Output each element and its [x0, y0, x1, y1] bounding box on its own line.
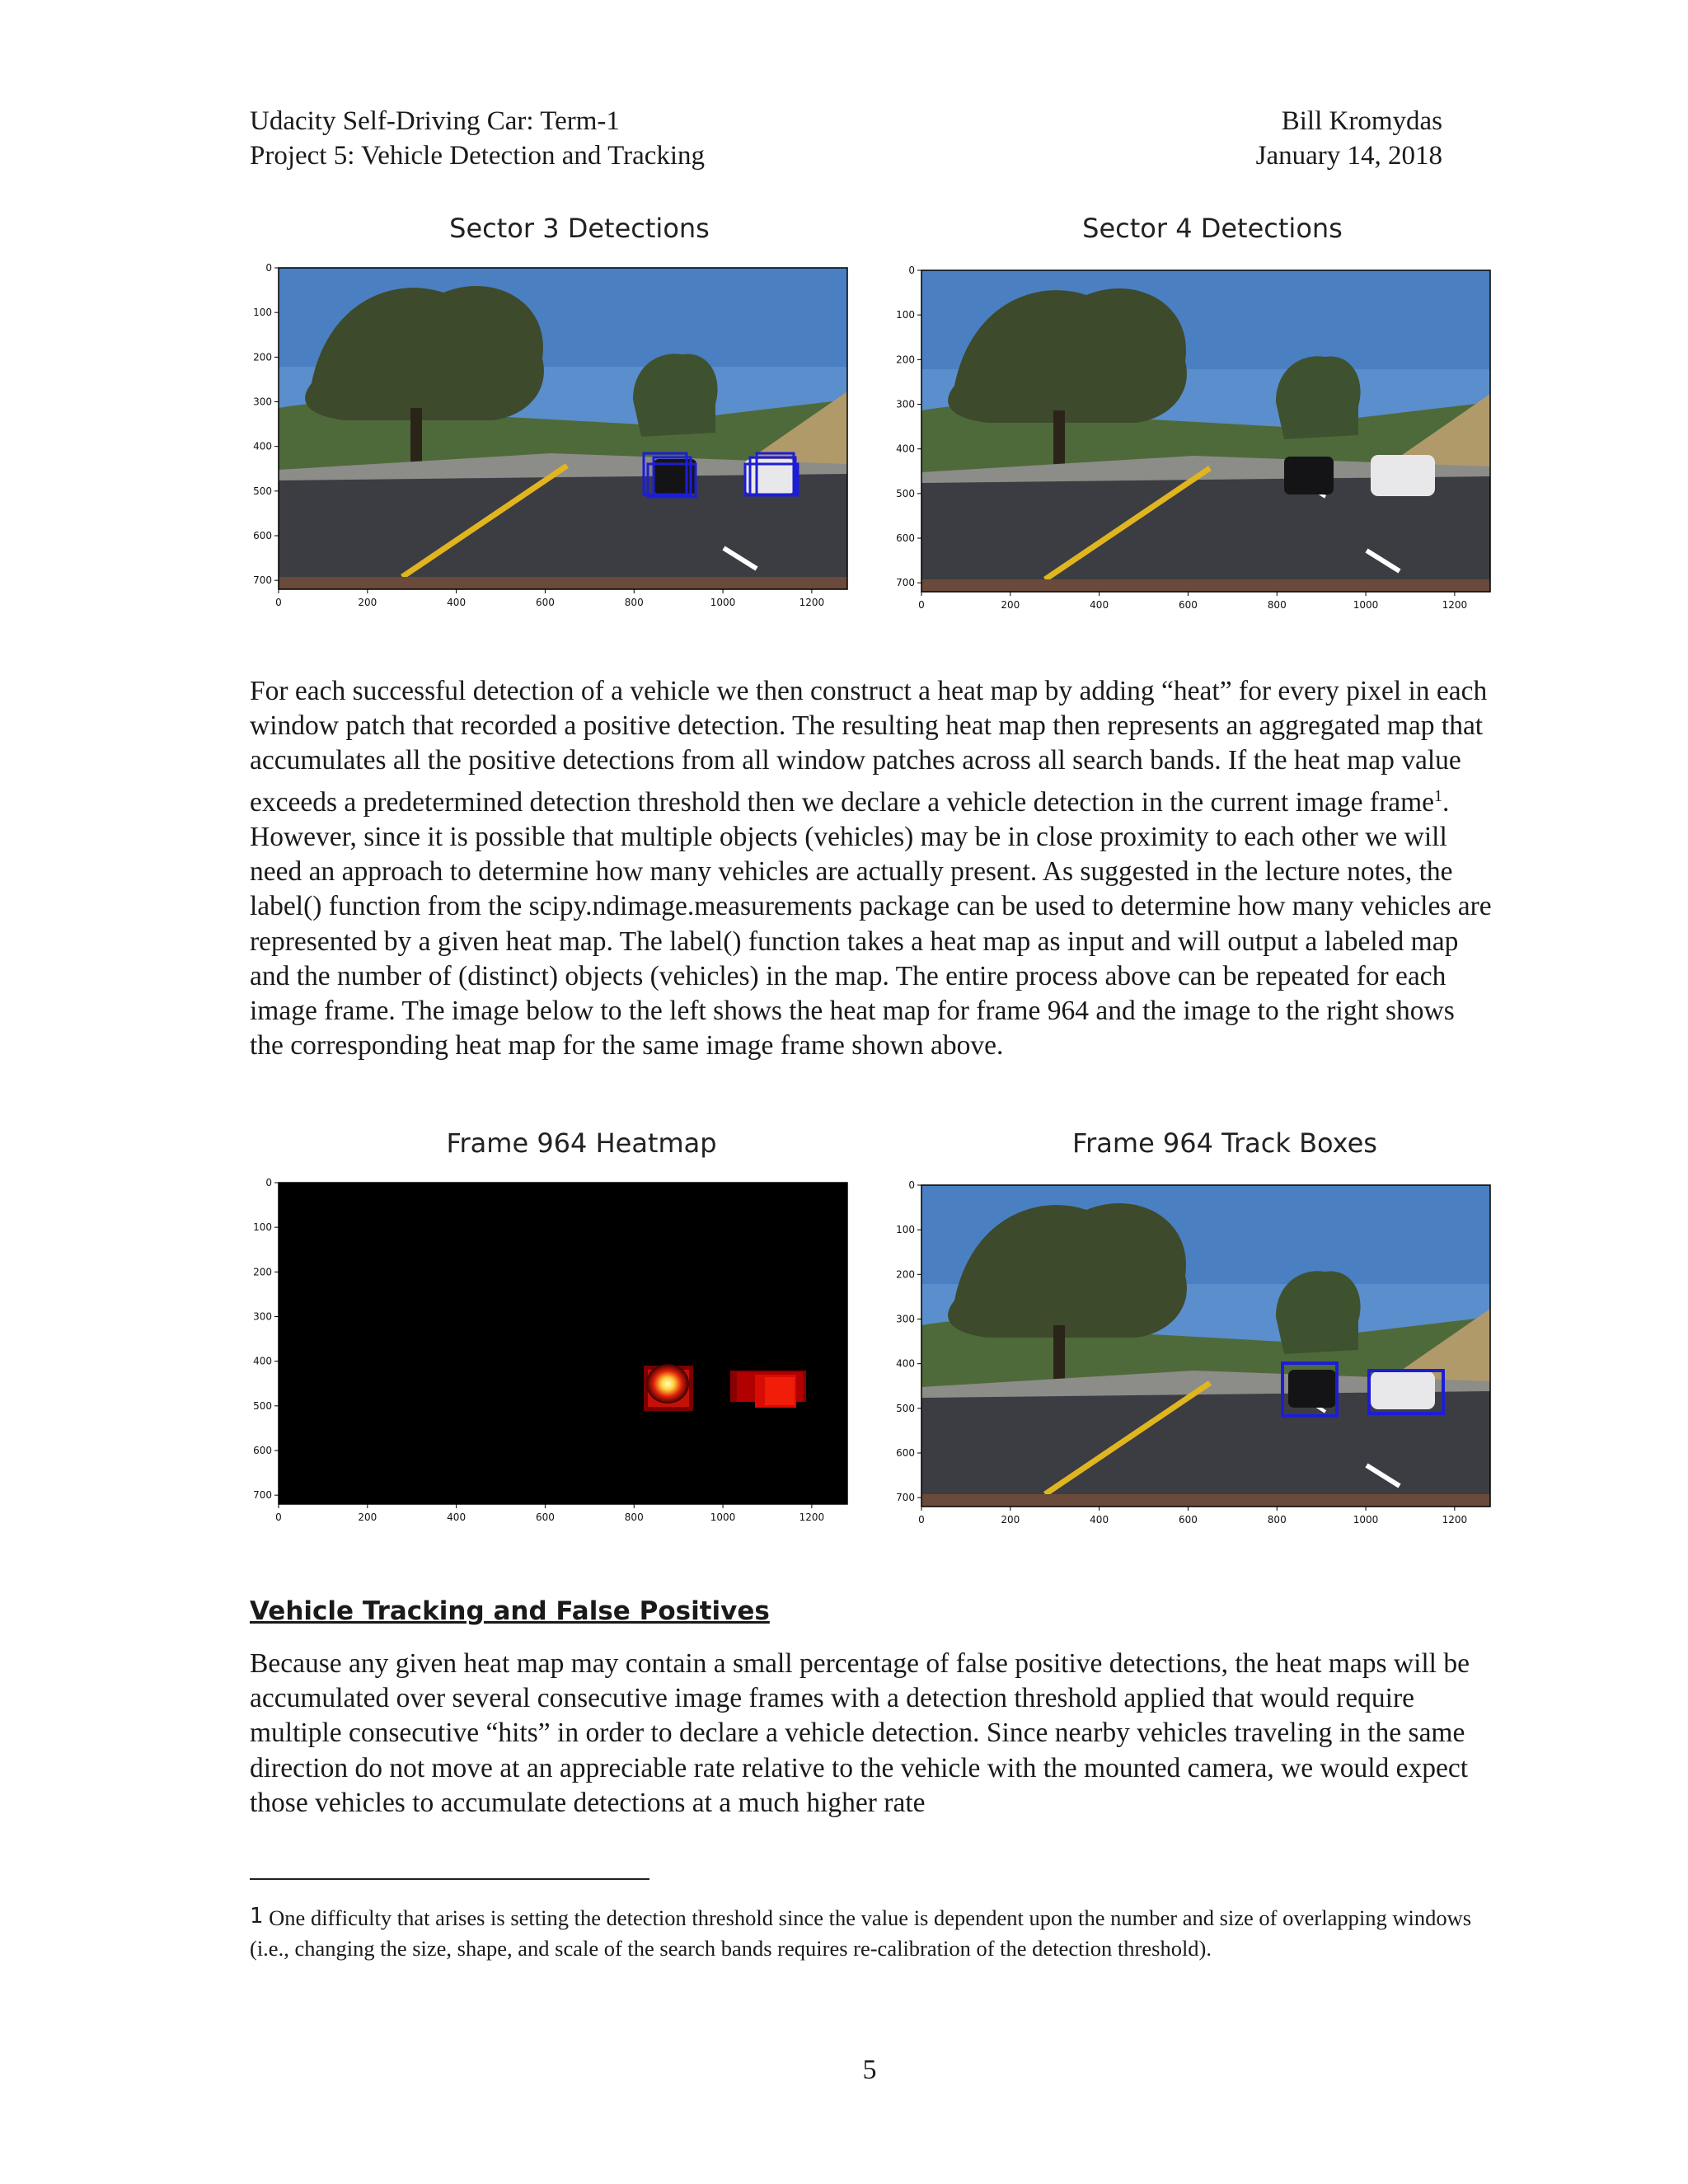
figure-title-sector4: Sector 4 Detections [1082, 213, 1343, 244]
body-paragraph-2 [250, 1647, 1493, 1821]
y-tick-label: 400 [896, 443, 915, 455]
para2-text: Because any given heat map may contain a small percentage of false positive detections, the heat maps will be accumulated over several consecutive image frames with a detection threshold applied that would require multiple consecutive “hits” in order to declare a vehicle detection. Since nearby vehicles traveling in the same direction do not move at an appreciable rate relative to the vehicle with the mounted camera, we would expect those vehicles to accumulate detections at a much higher rate [250, 1648, 1470, 1818]
x-tick-label: 600 [535, 1511, 555, 1523]
figure-sector3-detections [237, 260, 864, 610]
y-tick-label: 500 [253, 1399, 272, 1412]
y-tick-label: 500 [896, 1402, 915, 1414]
header-project: Project 5: Vehicle Detection and Tracking [250, 141, 706, 171]
y-tick-label: 400 [253, 1355, 272, 1367]
body-paragraph-1 [250, 674, 1493, 1063]
x-tick-label: 200 [1001, 599, 1020, 611]
y-tick-label: 600 [896, 532, 915, 544]
x-tick-label: 1000 [710, 597, 736, 608]
figure-title-track-boxes: Frame 964 Track Boxes [1072, 1127, 1377, 1159]
y-tick-label: 700 [896, 577, 915, 589]
y-tick-label: 100 [896, 1224, 915, 1236]
x-tick-label: 400 [447, 1511, 467, 1523]
y-tick-label: 700 [253, 1489, 272, 1502]
footnote-marker: 1 [250, 1904, 264, 1929]
y-tick-label: 600 [253, 530, 272, 541]
figure-sector4-detections [880, 262, 1507, 612]
page-number: 5 [862, 2055, 877, 2085]
y-tick-label: 0 [908, 1179, 915, 1191]
road-scene-image [279, 268, 847, 589]
y-tick-label: 200 [896, 354, 915, 366]
header-course: Udacity Self-Driving Car: Term-1 [250, 106, 620, 136]
x-tick-label: 600 [535, 597, 555, 608]
figure-title-sector3: Sector 3 Detections [449, 213, 710, 244]
heat-blob-left [644, 1364, 693, 1411]
x-tick-label: 1200 [799, 1511, 825, 1523]
x-tick-label: 800 [624, 1511, 644, 1523]
y-tick-label: 300 [896, 398, 915, 410]
x-tick-label: 1000 [710, 1511, 736, 1523]
x-tick-label: 1200 [799, 597, 825, 608]
header-author: Bill Kromydas [1281, 106, 1442, 136]
footnote [250, 1901, 1486, 1964]
y-tick-label: 300 [253, 1310, 272, 1323]
y-tick-label: 400 [253, 440, 272, 452]
figure-title-heatmap: Frame 964 Heatmap [446, 1127, 717, 1159]
footnote-rule [250, 1878, 649, 1880]
x-tick-label: 200 [1001, 1514, 1020, 1526]
x-tick-label: 800 [1267, 599, 1287, 611]
road-scene-image [921, 270, 1490, 592]
y-tick-label: 600 [253, 1445, 272, 1456]
y-tick-label: 100 [253, 307, 272, 319]
x-tick-label: 200 [358, 1511, 377, 1523]
x-tick-label: 1000 [1353, 1514, 1379, 1526]
heatmap-background [279, 1183, 847, 1504]
x-tick-label: 600 [1178, 599, 1198, 611]
y-tick-label: 0 [265, 1177, 272, 1188]
y-tick-label: 200 [253, 351, 272, 363]
y-tick-label: 700 [253, 574, 272, 587]
footnote-text: One difficulty that arises is setting the detection threshold since the value is dependent upon the number and size of overlapping windows (i.e., changing the size, shape, and scale of the search bands requires re-calibration of the detection threshold). [250, 1905, 1472, 1961]
x-tick-label: 0 [275, 597, 282, 608]
y-tick-label: 100 [253, 1221, 272, 1234]
x-tick-label: 400 [1090, 1514, 1109, 1526]
x-tick-label: 400 [447, 597, 467, 608]
header-date: January 14, 2018 [1255, 141, 1442, 171]
road-scene-image [921, 1185, 1490, 1507]
x-tick-label: 400 [1090, 599, 1109, 611]
figure-frame964-track-boxes [880, 1177, 1507, 1527]
figure-frame964-heatmap [237, 1174, 864, 1525]
y-tick-label: 700 [896, 1492, 915, 1504]
y-tick-label: 200 [253, 1266, 272, 1278]
section-heading: Vehicle Tracking and False Positives [250, 1596, 770, 1626]
x-tick-label: 800 [1267, 1514, 1287, 1526]
y-tick-label: 0 [908, 265, 915, 276]
y-tick-label: 500 [253, 485, 272, 497]
para1-text-a: For each successful detection of a vehicle we then construct a heat map by adding “heat” for every pixel in each window patch that recorded a positive detection. The resulting heat map then represents an aggregated map that accumulates all the positive detections from all window patches across all search bands. If the heat map value exceeds a predetermined detection threshold then we declare a vehicle detection in the current image frame [250, 676, 1488, 818]
para1-text-b: . However, since it is possible that multiple objects (vehicles) may be in close proximity to each other we will need an approach to determine how many vehicles are actually present. As suggested in the lecture notes, the label() function from the scipy.ndimage.measurements package can be used to determine how many vehicles are represented by a given heat map. The label() function takes a heat map as input and will output a labeled map and the number of (distinct) objects (vehicles) in the map. The entire process above can be repeated for each image frame. The image below to the left shows the heat map for frame 964 and the image to the right shows the corresponding heat map for the same image frame shown above. [250, 786, 1492, 1062]
y-tick-label: 0 [265, 262, 272, 274]
y-tick-label: 300 [896, 1313, 915, 1325]
x-tick-label: 200 [358, 597, 377, 608]
y-tick-label: 100 [896, 309, 915, 321]
x-tick-label: 1000 [1353, 599, 1379, 611]
y-tick-label: 500 [896, 487, 915, 499]
x-tick-label: 0 [918, 1514, 925, 1526]
x-tick-label: 800 [624, 597, 644, 608]
x-tick-label: 1200 [1442, 1514, 1468, 1526]
y-tick-label: 300 [253, 396, 272, 408]
y-tick-label: 400 [896, 1357, 915, 1370]
footnote-ref-1[interactable]: 1 [1434, 786, 1443, 805]
x-tick-label: 0 [275, 1511, 282, 1523]
x-tick-label: 600 [1178, 1514, 1198, 1526]
x-tick-label: 1200 [1442, 599, 1468, 611]
y-tick-label: 200 [896, 1268, 915, 1281]
y-tick-label: 600 [896, 1447, 915, 1459]
x-tick-label: 0 [918, 599, 925, 611]
